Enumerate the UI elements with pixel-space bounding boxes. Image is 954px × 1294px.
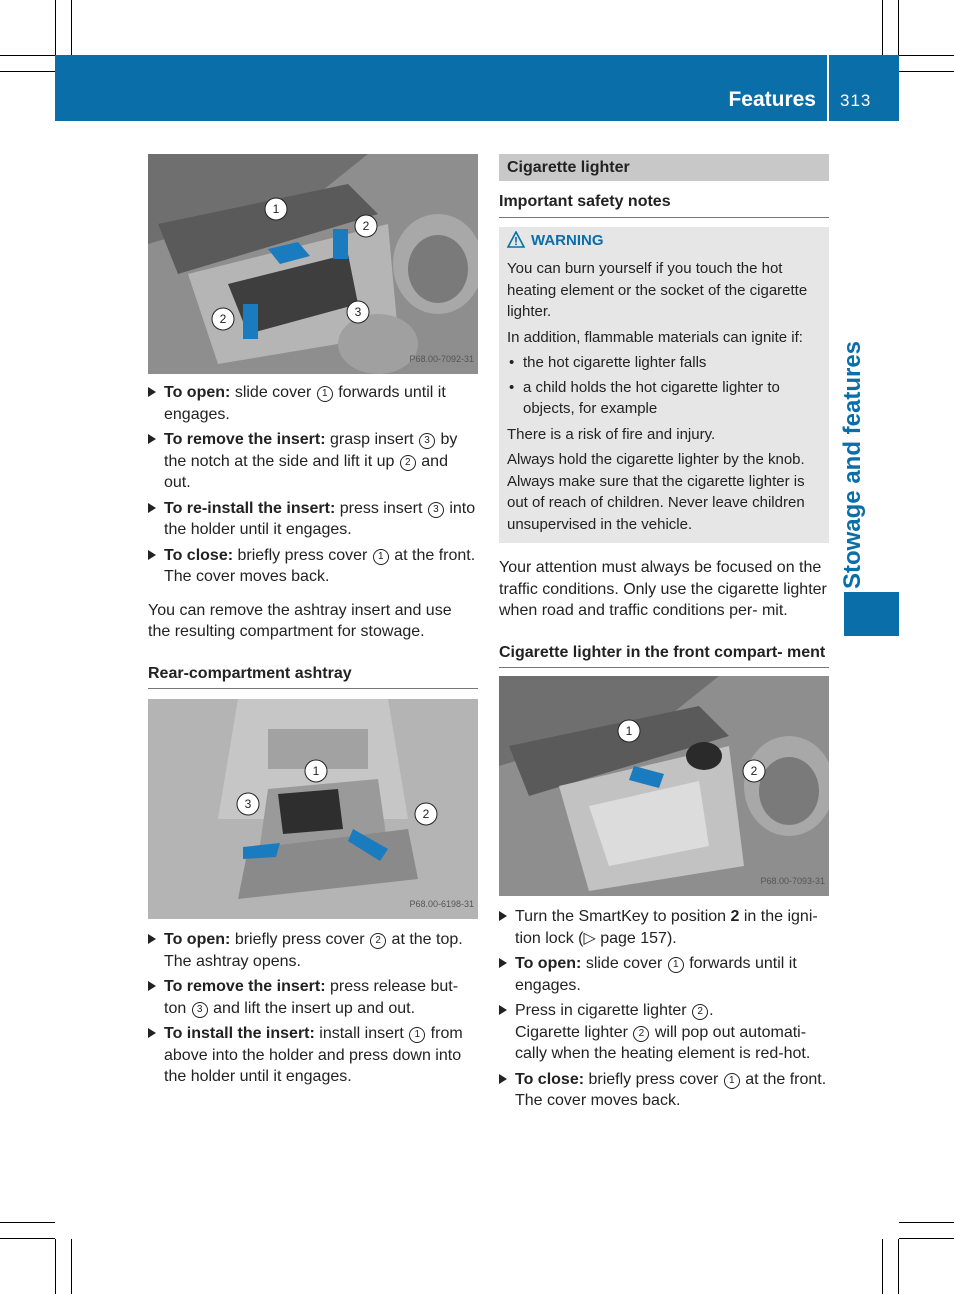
step-item: [499, 1000, 829, 1065]
step-result: The cover moves back.: [164, 568, 330, 585]
svg-text:2: 2: [219, 312, 227, 326]
step-text: press insert: [339, 499, 423, 517]
step-text: into the holder until it engages.: [164, 499, 476, 538]
warning-bullet: • the hot cigarette lighter falls: [507, 352, 821, 374]
step-text: grasp insert: [329, 431, 414, 448]
step-result: will pop out automati- cally when the heating element is red-hot.: [515, 1023, 811, 1062]
page-number: 313: [840, 91, 872, 110]
step-text: forwards until it engages.: [164, 384, 446, 423]
left-column: [148, 154, 478, 1092]
crop-mark: [55, 0, 56, 55]
step-label: To remove the insert:: [164, 431, 326, 448]
callout-number: 3: [428, 502, 444, 518]
step-item: [148, 498, 478, 541]
warning-bullet: • a child holds the hot cigarette lighter to objects, for example: [507, 377, 821, 420]
svg-text:1: 1: [625, 724, 633, 738]
crop-mark: [899, 1222, 954, 1223]
crop-mark: [0, 71, 55, 72]
callout-number: 1: [724, 1073, 740, 1089]
svg-text:2: 2: [750, 764, 758, 778]
warning-box: [499, 227, 829, 544]
crop-mark: [899, 55, 954, 56]
crop-mark: [882, 1239, 883, 1294]
step-arrow-icon: [148, 1028, 156, 1038]
step-item: [148, 976, 478, 1019]
crop-mark: [71, 0, 72, 55]
crop-mark: [898, 0, 899, 55]
step-item: [499, 906, 829, 949]
step-label: To close:: [164, 546, 234, 564]
photo-code: P68.00-6198-31: [409, 898, 474, 909]
warning-text: There is a risk of fire and injury.: [507, 425, 716, 443]
cigarette-lighter-section-title: Cigarette lighter: [499, 154, 829, 181]
step-arrow-icon: [499, 1074, 507, 1084]
warning-label: WARNING: [531, 231, 604, 249]
callout-number: 1: [317, 386, 333, 402]
chapter-tab: [844, 592, 899, 636]
callout-number: 1: [409, 1027, 425, 1043]
step-arrow-icon: [148, 387, 156, 397]
attention-note: Your attention must always be focused on the traffic conditions. Only use the cigarette lighter when road and traffic conditions per- mit.: [499, 559, 827, 619]
step-item: [148, 545, 478, 588]
page-header: [55, 55, 899, 121]
step-result: The cover moves back.: [515, 1092, 681, 1109]
step-arrow-icon: [499, 958, 507, 968]
callout-number: 1: [668, 957, 684, 973]
crop-mark: [71, 1239, 72, 1294]
svg-text:3: 3: [354, 305, 362, 319]
crop-mark: [0, 1238, 55, 1239]
ashtray-stowage-note: You can remove the ashtray insert and use the resulting compartment for stowage.: [148, 601, 452, 640]
step-label: To remove the insert:: [164, 978, 326, 995]
svg-text:1: 1: [272, 202, 280, 216]
step-text: at the front.: [745, 1070, 827, 1088]
rear-ashtray-illustration: [148, 699, 478, 919]
header-divider: [827, 55, 829, 121]
callout-number: 3: [192, 1002, 208, 1018]
safety-notes-heading: Important safety notes: [499, 191, 829, 218]
step-item: [499, 1069, 829, 1112]
callout-number: 1: [373, 549, 389, 565]
step-label: To install the insert:: [164, 1025, 315, 1042]
step-text: in the igni- tion lock (▷ page 157).: [515, 908, 818, 947]
step-item: [148, 382, 478, 425]
svg-text:2: 2: [422, 807, 430, 821]
step-result: Cigarette lighter: [515, 1023, 628, 1041]
callout-number: 2: [400, 455, 416, 471]
rear-ashtray-photo: [148, 699, 478, 919]
step-text: .: [709, 1002, 714, 1019]
crop-mark: [899, 71, 954, 72]
step-text: at the front.: [394, 546, 476, 564]
callout-number: 2: [370, 933, 386, 949]
callout-number: 2: [633, 1026, 649, 1042]
step-result: The ashtray opens.: [164, 952, 301, 970]
console-illustration: [148, 154, 478, 374]
svg-text:1: 1: [312, 764, 320, 778]
rear-ashtray-heading: Rear-compartment ashtray: [148, 663, 478, 690]
center-console-ashtray-photo: [148, 154, 478, 374]
photo-code: P68.00-7093-31: [760, 875, 825, 886]
crop-mark: [898, 1239, 899, 1294]
step-arrow-icon: [148, 434, 156, 444]
steps-list: [499, 906, 829, 1112]
photo-code: P68.00-7092-31: [409, 353, 474, 364]
step-text: from above into the holder and press down into the holder until it engages.: [164, 1025, 463, 1085]
step-text: briefly press cover: [237, 546, 368, 564]
step-text: by the notch at the side and lift it up: [164, 431, 458, 470]
step-label: To open:: [164, 384, 231, 401]
step-text: press release but- ton: [164, 978, 459, 1017]
side-chapter-title: [828, 340, 878, 590]
warning-triangle-icon: [507, 231, 525, 255]
step-arrow-icon: [499, 1005, 507, 1015]
warning-text: You can burn yourself if you touch the hot heating element or the socket of the cigarette lighter.: [507, 260, 808, 320]
crop-mark: [55, 1239, 56, 1294]
section-title: Features: [728, 88, 816, 111]
step-label: To open:: [515, 955, 582, 972]
front-lighter-photo: [499, 676, 829, 896]
step-label: To close:: [515, 1070, 585, 1088]
warning-text: Always hold the cigarette lighter by the knob. Always make sure that the cigarette lighter is out of reach of children. Never leave children unsupervised in the vehicle.: [507, 451, 805, 533]
svg-text:3: 3: [244, 797, 252, 811]
crop-mark: [882, 0, 883, 55]
step-text: Press in cigarette lighter: [515, 1002, 687, 1019]
warning-heading: [507, 230, 821, 255]
step-text: briefly press cover: [234, 931, 365, 948]
step-arrow-icon: [148, 503, 156, 513]
step-arrow-icon: [148, 934, 156, 944]
crop-mark: [899, 1238, 954, 1239]
crop-mark: [0, 55, 55, 56]
step-text: Turn the SmartKey to position: [515, 908, 727, 925]
step-arrow-icon: [499, 911, 507, 921]
step-item: [148, 929, 478, 972]
front-lighter-heading: Cigarette lighter in the front compart- ment: [499, 642, 829, 669]
step-text: and lift the insert up and out.: [213, 999, 416, 1017]
step-text: and out.: [164, 452, 448, 491]
step-text: install insert: [319, 1025, 404, 1042]
step-text: briefly press cover: [588, 1070, 719, 1088]
steps-list: [148, 929, 478, 1088]
step-label: To re-install the insert:: [164, 499, 336, 517]
step-arrow-icon: [148, 981, 156, 991]
front-lighter-illustration: [499, 676, 829, 896]
step-arrow-icon: [148, 550, 156, 560]
crop-mark: [0, 1222, 55, 1223]
warning-text: In addition, flammable materials can ignite if:: [507, 328, 803, 346]
step-item: [148, 1023, 478, 1088]
step-text: slide cover: [234, 384, 312, 401]
smartkey-position: 2: [730, 908, 740, 925]
step-text: at the top.: [391, 931, 463, 948]
callout-number: 2: [692, 1004, 708, 1020]
callout-number: 3: [419, 433, 435, 449]
right-column: [499, 154, 829, 1116]
step-item: [148, 429, 478, 494]
steps-list: [148, 382, 478, 588]
side-chapter-label: Stowage and features: [839, 340, 866, 590]
step-item: [499, 953, 829, 996]
svg-text:2: 2: [362, 219, 370, 233]
warning-bullets: [507, 352, 821, 420]
step-text: slide cover: [585, 955, 663, 972]
step-text: forwards until it engages.: [515, 955, 797, 994]
step-label: To open:: [164, 931, 231, 948]
